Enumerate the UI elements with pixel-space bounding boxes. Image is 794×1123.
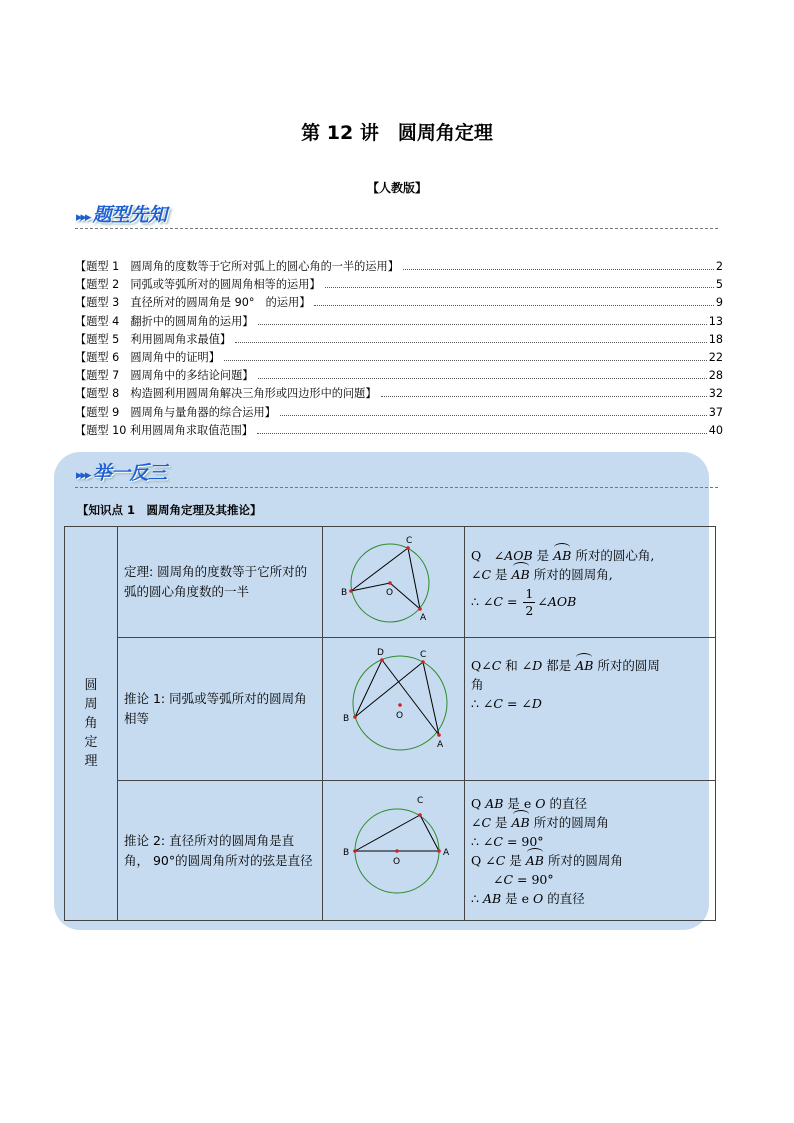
figure-cell bbox=[323, 638, 465, 781]
circle-diagram-theorem bbox=[323, 527, 464, 634]
toc-item[interactable]: 【题型 8 构造圆利用圆周角解决三角形或四边形中的问题】 32 bbox=[75, 387, 723, 401]
point-label: B bbox=[343, 714, 350, 724]
table-row bbox=[65, 638, 716, 781]
proof-cell: Q AB 是 e O 的直径 ∠C 是 AB 所对的圆周角 ∴ ∠C = 90° Q ∠C 是 AB 所对的圆周角 ∠C = 90° ∴ AB 是 e O 的直径 bbox=[465, 781, 716, 921]
theorem-text: 定理: 圆周角的度数等于它所对的弧的圆心角度数的一半 bbox=[118, 527, 323, 638]
arc-symbol: AB bbox=[511, 814, 530, 830]
arc-symbol: AB bbox=[511, 566, 530, 582]
table-row bbox=[65, 527, 716, 638]
toc-item[interactable]: 【题型 9 圆周角与量角器的综合运用】 37 bbox=[75, 405, 723, 419]
toc-item[interactable]: 【题型 3 直径所对的圆周角是 90° 的运用】 9 bbox=[75, 296, 723, 310]
triple-arrow-icon: ▸▸▸ bbox=[76, 468, 90, 483]
point-label: C bbox=[406, 536, 413, 546]
point-label: B bbox=[341, 588, 348, 598]
banner-text: 题型先知 bbox=[92, 204, 167, 226]
toc-item[interactable]: 【题型 5 利用圆周角求最值】 18 bbox=[75, 332, 723, 346]
proof-cell: Q ∠AOB 是 AB 所对的圆心角, ∠C 是 AB 所对的圆周角, ∴ ∠C = $\frac{1}{2}$ ∠AOB bbox=[465, 527, 716, 638]
category-cell bbox=[65, 527, 118, 921]
corollary-1-text: 推论 1: 同弧或等弧所对的圆周角相等 bbox=[118, 638, 323, 781]
point-label: O bbox=[393, 857, 401, 867]
table-row bbox=[65, 781, 716, 921]
toc-item[interactable]: 【题型 6 圆周角中的证明】 22 bbox=[75, 350, 723, 364]
triple-arrow-icon: ▸▸▸ bbox=[76, 210, 90, 225]
proof-cell: Q∠C 和 ∠D 都是 AB 所对的圆周 角 ∴ ∠C = ∠D bbox=[465, 638, 716, 781]
circle-diagram-corollary-1 bbox=[323, 638, 464, 777]
corollary-2-text: 推论 2: 直径所对的圆周角是直角， 90°的圆周角所对的弦是直径 bbox=[118, 781, 323, 921]
section-banner-question-types bbox=[76, 200, 167, 227]
edition-label: 【人教版】 bbox=[366, 181, 427, 195]
toc-item[interactable]: 【题型 7 圆周角中的多结论问题】 28 bbox=[75, 369, 723, 383]
page-title: 第 12 讲 圆周角定理 bbox=[301, 122, 493, 144]
point-label: A bbox=[437, 740, 444, 750]
point-label: B bbox=[343, 848, 350, 858]
circle bbox=[353, 656, 447, 750]
category-label: 圆周角定理 bbox=[84, 678, 98, 769]
figure-cell bbox=[323, 527, 465, 638]
toc-item[interactable]: 【题型 10 利用圆周角求取值范围】 40 bbox=[75, 423, 723, 437]
divider bbox=[75, 487, 718, 488]
point-label: C bbox=[420, 650, 427, 660]
section-banner-examples bbox=[76, 458, 167, 485]
table-of-contents bbox=[75, 258, 723, 440]
arc-symbol: AB bbox=[553, 547, 572, 563]
arc-symbol: AB bbox=[525, 852, 544, 868]
toc-item[interactable]: 【题型 2 同弧或等弧所对的圆周角相等的运用】 5 bbox=[75, 278, 723, 292]
toc-item[interactable]: 【题型 1 圆周角的度数等于它所对弧上的圆心角的一半的运用】 2 bbox=[75, 260, 723, 273]
circle-diagram-corollary-2 bbox=[323, 781, 464, 917]
theorem-table bbox=[64, 526, 716, 921]
arc-symbol: AB bbox=[575, 658, 594, 673]
toc-item[interactable]: 【题型 4 翻折中的圆周角的运用】 13 bbox=[75, 314, 723, 328]
banner-text: 举一反三 bbox=[92, 462, 167, 484]
fraction: $\frac{1}{2}$ bbox=[525, 585, 534, 618]
divider bbox=[75, 228, 718, 229]
point-label: O bbox=[386, 588, 394, 598]
point-label: A bbox=[443, 848, 450, 858]
point-label: C bbox=[417, 796, 424, 806]
point-label: A bbox=[420, 613, 427, 623]
point-label: O bbox=[396, 711, 404, 721]
point-label: D bbox=[377, 648, 384, 658]
figure-cell bbox=[323, 781, 465, 921]
knowledge-point-heading: 【知识点 1 圆周角定理及其推论】 bbox=[77, 503, 262, 517]
